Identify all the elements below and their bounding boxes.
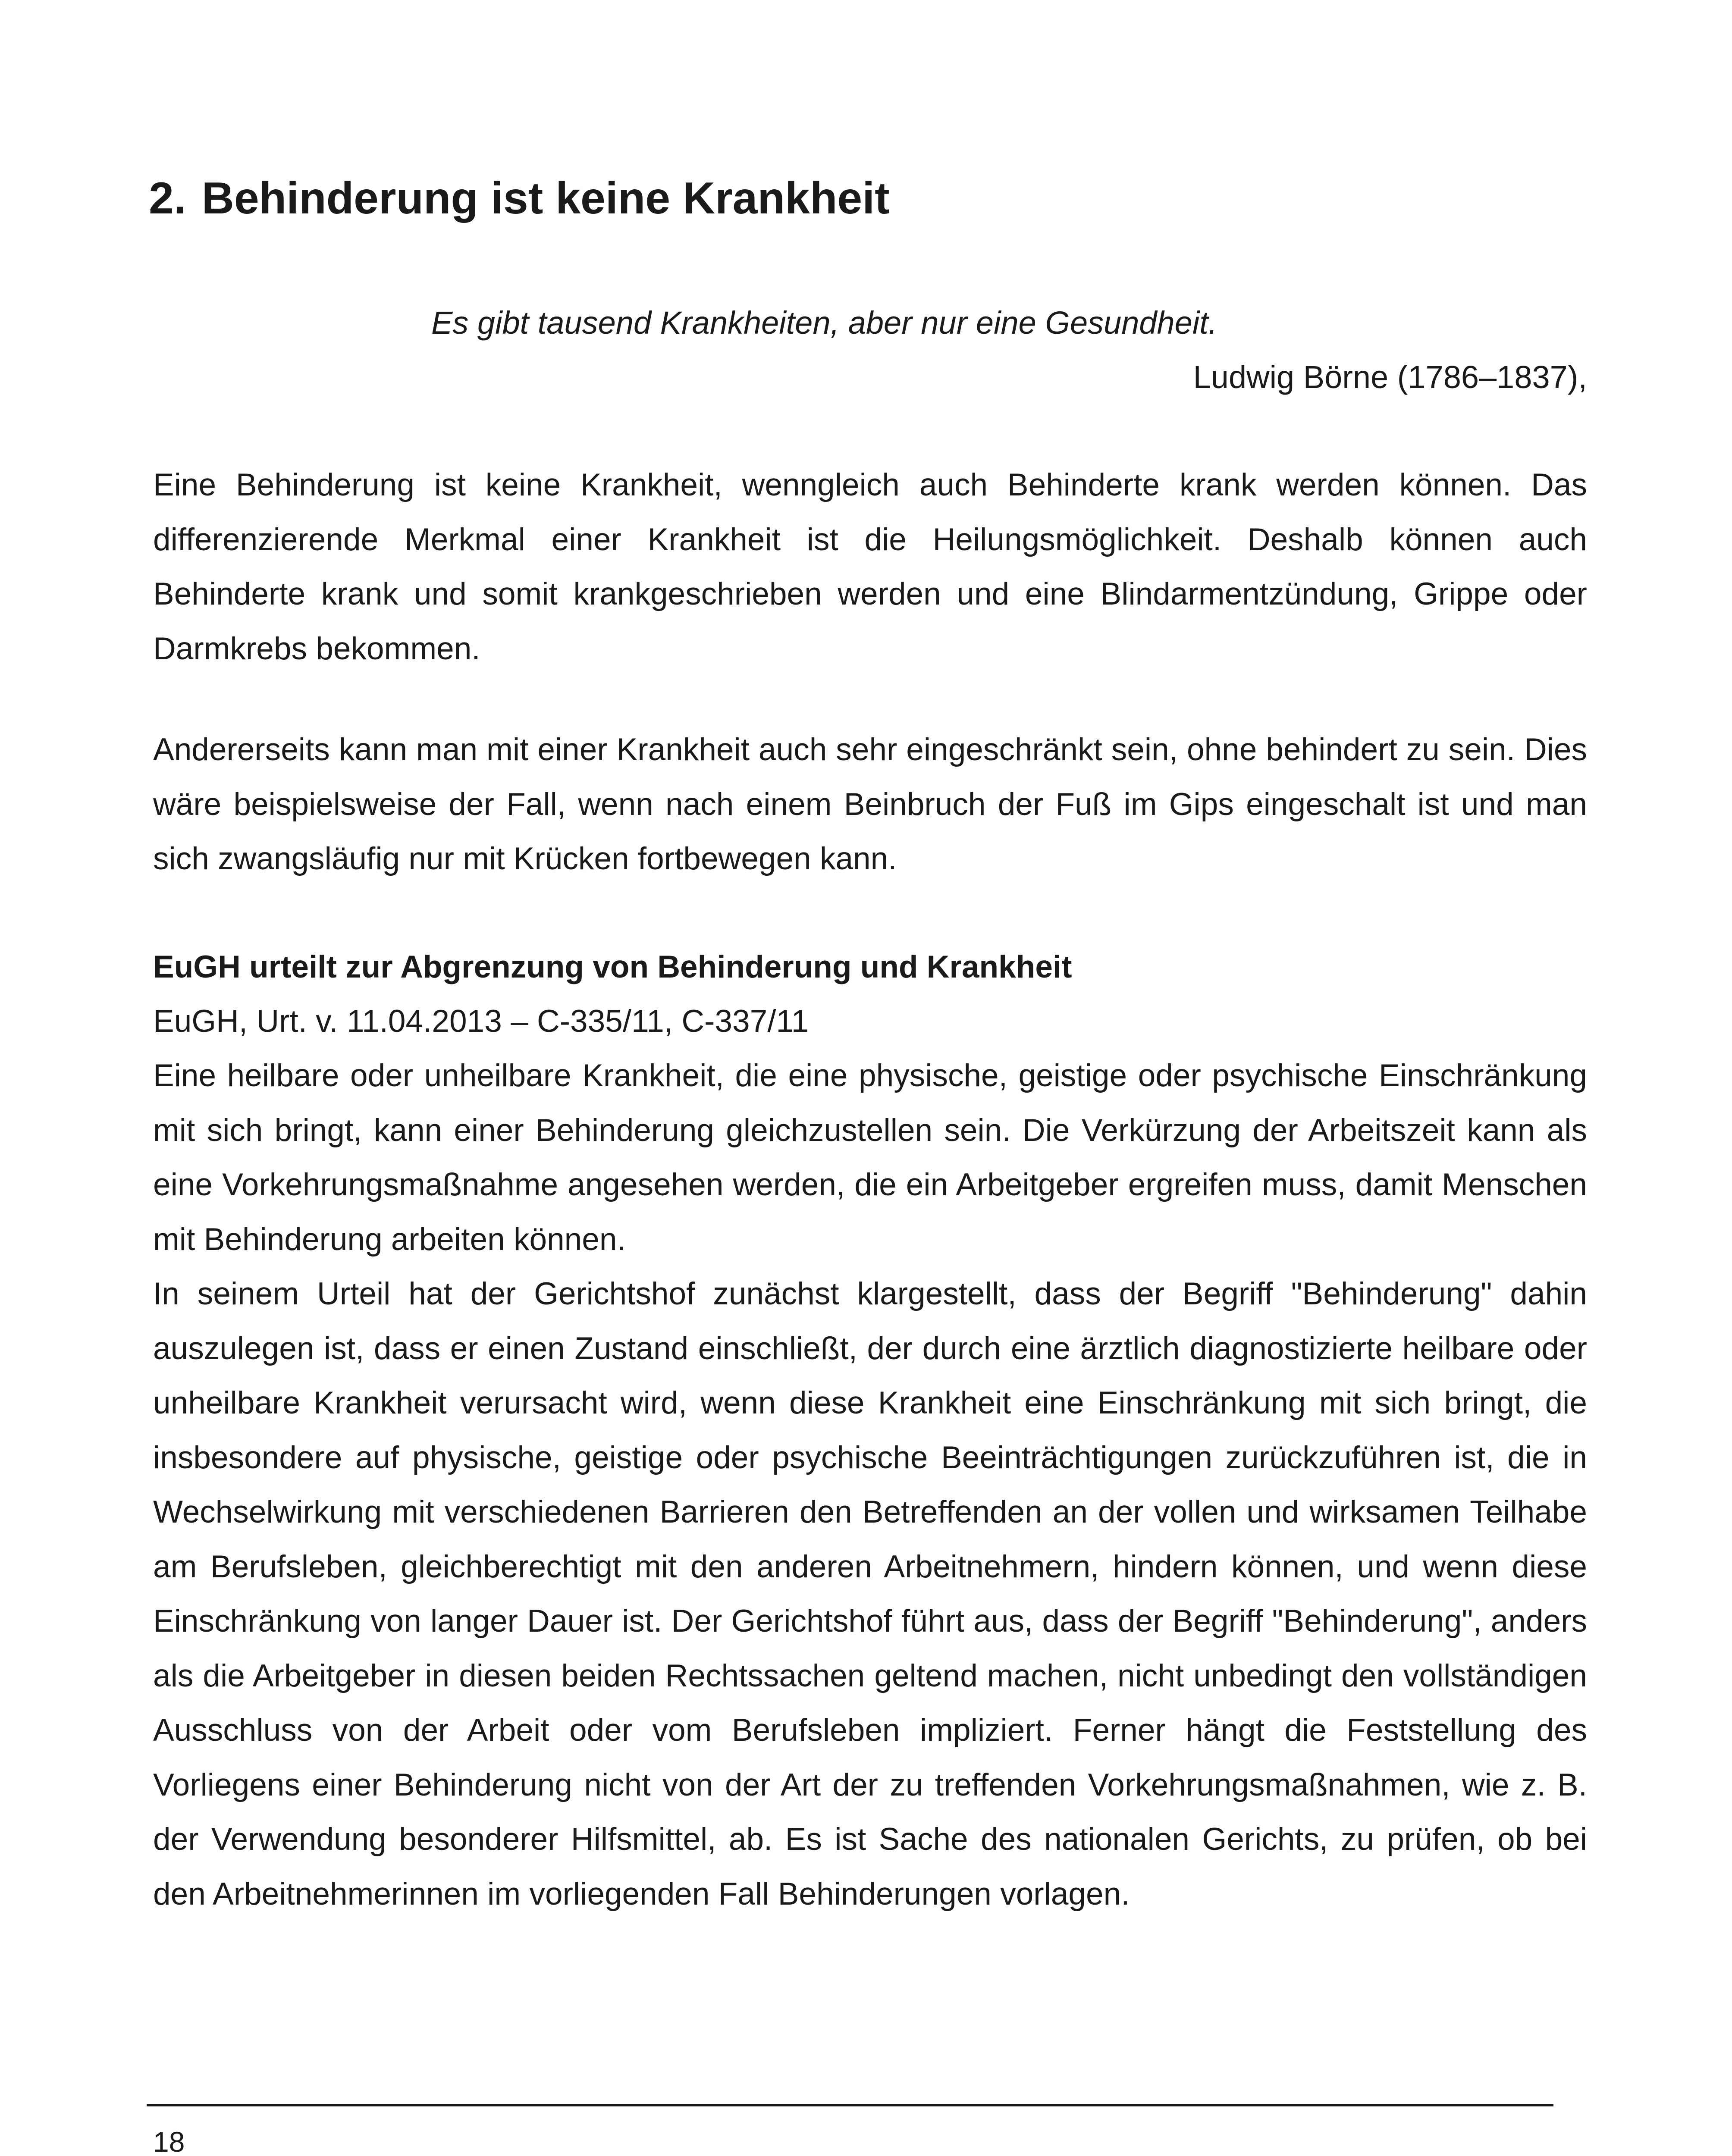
paragraph-definition: Eine Behinderung ist keine Krankheit, wenngleich auch Behinderte krank werden können. Das differenzierende Merkmal einer Krankheit ist die Heilungsmöglichkeit. Deshalb können auch Behinderte krank und somit krankgeschrieben werden und eine Blindarmentzündung, Grippe oder Darmkrebs bekommen. <box>153 467 1587 666</box>
paragraph-limitation: Andererseits kann man mit einer Krankheit auch sehr eingeschränkt sein, ohne behindert zu sein. Dies wäre beispielsweise der Fall, wenn nach einem Beinbruch der Fuß im Gips eingeschalt ist und man sich zwangsläufig nur mit Krücken fortbewegen kann. <box>153 732 1587 876</box>
court-citation: EuGH, Urt. v. 11.04.2013 – C-335/11, C-337/11 <box>153 1004 809 1039</box>
page-number: 18 <box>153 2126 185 2156</box>
section-subheading: EuGH urteilt zur Abgrenzung von Behinderung und Krankheit <box>153 950 1072 984</box>
epigraph-attribution: Ludwig Börne (1786–1837), <box>1193 359 1587 395</box>
epigraph-quote: Es gibt tausend Krankheiten, aber nur eine Gesundheit. <box>431 305 1217 341</box>
footer-divider <box>147 2104 1553 2106</box>
chapter-heading <box>149 172 890 226</box>
paragraph-ruling-summary: Eine heilbare oder unheilbare Krankheit, die eine physische, geistige oder psychische Einschränkung mit sich bringt, kann einer Behinderung gleichzustellen sein. Die Verkürzung der Arbeitszeit kann als eine Vorkehrungsmaßnahme angesehen werden, die ein Arbeitgeber ergreifen muss, damit Menschen mit Behinderung arbeiten können. <box>153 1058 1587 1257</box>
chapter-number: 2. <box>149 173 186 223</box>
chapter-title: Behinderung ist keine Krankheit <box>201 173 890 223</box>
paragraph-ruling-details: In seinem Urteil hat der Gerichtshof zunächst klargestellt, dass der Begriff "Behinderung" dahin auszulegen ist, dass er einen Zustand einschließt, der durch eine ärztlich diagnostizierte heilbare oder unheilbare Krankheit verursacht wird, wenn diese Krankheit eine Einschränkung mit sich bringt, die insbesondere auf physische, geistige oder psychische Beeinträchtigungen zurückzuführen ist, die in Wechselwirkung mit verschiedenen Barrieren den Betreffenden an der vollen und wirksamen Teilhabe am Berufsleben, gleichberechtigt mit den anderen Arbeitnehmern, hindern können, und wenn diese Einschränkung von langer Dauer ist. Der Gerichtshof führt aus, dass der Begriff "Behinderung", anders als die Arbeitgeber in diesen beiden Rechtssachen geltend machen, nicht unbedingt den vollständigen Ausschluss von der Arbeit oder vom Berufsleben impliziert. Ferner hängt die Feststellung des Vorliegens einer Behinderung nicht von der Art der zu treffenden Vorkehrungsmaßnahmen, wie z. B. der Verwendung besonderer Hilfsmittel, ab. Es ist Sache des nationalen Gerichts, zu prüfen, ob bei den Arbeitnehmerinnen im vorliegenden Fall Behinderungen vorlagen. <box>153 1276 1587 1912</box>
